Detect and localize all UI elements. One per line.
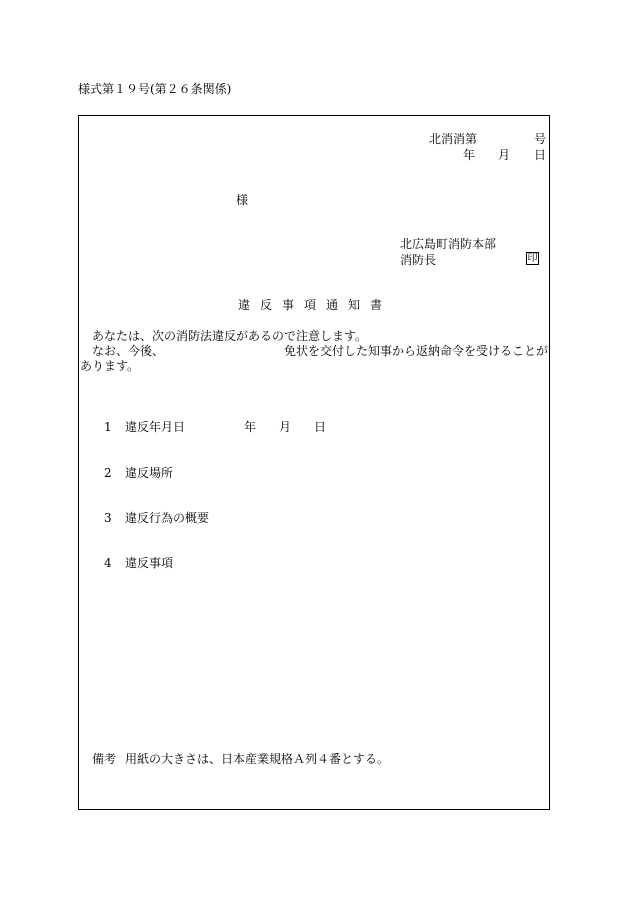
body-line-1: あなたは、次の消防法違反があるので注意します。 bbox=[92, 329, 368, 343]
addressee-suffix: 様 bbox=[236, 193, 249, 207]
body-line-3: あります。 bbox=[80, 359, 140, 373]
number-suffix: 号 bbox=[534, 132, 547, 146]
seal-box: 印 bbox=[527, 253, 538, 264]
issuer-title: 消防長 bbox=[400, 253, 437, 267]
document-title: 違反事項通知書 bbox=[238, 298, 393, 312]
item-1-number: 1 bbox=[104, 420, 112, 434]
item-4-label: 違反事項 bbox=[125, 556, 174, 570]
item-4-number: 4 bbox=[104, 556, 112, 570]
body-line-2b: 免状を交付した知事から返納命令を受けることが bbox=[284, 344, 549, 358]
date-day: 日 bbox=[534, 148, 547, 162]
form-label: 様式第１９号(第２６条関係) bbox=[78, 82, 232, 96]
date-year: 年 bbox=[463, 148, 476, 162]
date-month: 月 bbox=[498, 148, 511, 162]
item-1-year: 年 bbox=[244, 420, 257, 434]
note-text: 用紙の大きさは、日本産業規格Ａ列４番とする。 bbox=[125, 752, 390, 766]
item-2-label: 違反場所 bbox=[125, 466, 174, 480]
item-1-day: 日 bbox=[314, 420, 327, 434]
item-1-month: 月 bbox=[279, 420, 292, 434]
item-3-number: 3 bbox=[104, 511, 112, 525]
number-prefix: 北消消第 bbox=[429, 132, 478, 146]
body-line-2a: なお、今後、 bbox=[92, 344, 165, 358]
issuer-org: 北広島町消防本部 bbox=[400, 237, 497, 251]
note-label: 備考 bbox=[92, 752, 117, 766]
document-frame bbox=[78, 115, 550, 810]
item-2-number: 2 bbox=[104, 466, 112, 480]
item-3-label: 違反行為の概要 bbox=[125, 511, 210, 525]
item-1-label: 違反年月日 bbox=[125, 420, 186, 434]
